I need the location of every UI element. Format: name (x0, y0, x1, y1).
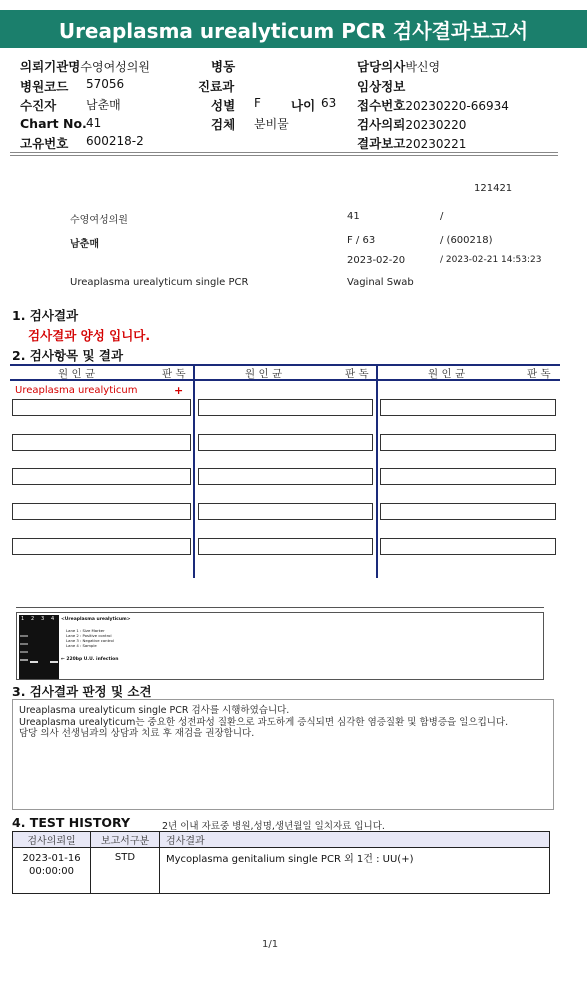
col-pathogen-1: 원 인 균 (58, 368, 96, 380)
summary-chart: 41 (347, 211, 360, 222)
result-box (380, 538, 556, 555)
grid-header-line (10, 379, 560, 381)
grid-divider-2 (376, 364, 378, 578)
request-label: 검사의뢰 (357, 117, 406, 132)
sex-value: F (254, 96, 261, 110)
result-box (12, 538, 191, 555)
report-title: Ureaplasma urealyticum PCR 검사결과보고서 (0, 10, 587, 48)
page-number: 1/1 (262, 939, 279, 950)
lane-number-2: 2 (31, 616, 35, 622)
unique-no-label: 고유번호 (20, 136, 69, 151)
section1-title: 1. 검사결과 (12, 308, 79, 323)
gel-legend-line: Lane 3 : Negative control (66, 638, 114, 643)
hospital-code-label: 병원코드 (20, 79, 69, 94)
hospital-code-value: 57056 (86, 77, 125, 91)
institution-value: 수영여성의원 (80, 60, 150, 74)
report-row (357, 134, 466, 152)
result-box (380, 399, 556, 416)
summary-institution: 수영여성의원 (70, 215, 128, 226)
patient-label: 수진자 (20, 98, 57, 113)
history-date-cell (13, 848, 91, 894)
section4-title: 4. TEST HISTORY (12, 815, 131, 830)
opinion-line: 담당 의사 선생님과의 상담과 치료 후 재검을 권장합니다. (19, 728, 255, 739)
opinion-line: Ureaplasma urealyticum는 중요한 성전파성 질환으로 과도하게 증식되면 심각한 염증질환 및 합병증을 일으킵니다. (19, 716, 509, 728)
history-header-row (13, 832, 550, 848)
history-col-date: 검사의뢰일 (13, 832, 91, 848)
positive-pathogen-name: Ureaplasma urealyticum (15, 385, 138, 396)
specimen-value: 분비물 (254, 117, 289, 131)
summary-report-datetime: / 2023-02-21 14:53:23 (440, 255, 542, 265)
gel-band (20, 643, 28, 645)
opinion-line: Ureaplasma urealyticum single PCR 검사를 시행하였습니다. (19, 705, 290, 716)
gel-image (19, 615, 59, 679)
history-col-type: 보고서구분 (91, 832, 160, 848)
hospital-code-row (20, 77, 68, 95)
result-box (198, 503, 373, 520)
result-box (12, 503, 191, 520)
summary-request-date: 2023-02-20 (347, 255, 406, 266)
summary-specimen: Vaginal Swab (347, 277, 414, 288)
lane-number-3: 3 (41, 616, 45, 622)
col-pathogen-2: 원 인 균 (245, 368, 283, 380)
result-box (380, 434, 556, 451)
col-judgement-2: 판 독 (345, 368, 369, 380)
reception-row (357, 96, 509, 114)
gel-legend-line: Lane 4 : Sample (66, 643, 97, 648)
lane-number-4: 4 (51, 616, 55, 622)
institution-row (20, 57, 150, 75)
result-box (12, 434, 191, 451)
result-box (380, 468, 556, 485)
result-box (380, 503, 556, 520)
gel-legend-line: Lane 2 : Positive control (66, 633, 112, 638)
request-value: 20230220 (405, 118, 467, 132)
result-box (12, 468, 191, 485)
positive-mark: + (174, 384, 184, 397)
header-divider (10, 152, 558, 153)
gel-band (20, 651, 28, 653)
gel-band (20, 635, 28, 637)
summary-unique: / (600218) (440, 235, 493, 246)
reception-label: 접수번호 (357, 98, 406, 113)
gel-band (30, 661, 38, 663)
clinical-info-label: 임상정보 (357, 79, 406, 94)
history-result: Mycoplasma genitalium single PCR 외 1건 : UU(+) (160, 848, 550, 894)
report-value: 20230221 (405, 137, 467, 151)
history-date: 2023-01-16 (22, 853, 81, 864)
doctor-row (357, 57, 440, 75)
result-box (12, 399, 191, 416)
table-row (13, 848, 550, 894)
history-time: 00:00:00 (29, 866, 74, 877)
col-judgement-3: 판 독 (527, 368, 551, 380)
age-label: 나이 (291, 98, 316, 113)
section2-title: 2. 검사항목 및 결과 (12, 348, 124, 363)
patient-value: 남춘매 (86, 98, 121, 112)
history-table (12, 831, 550, 894)
opinion-box (12, 699, 554, 810)
report-label: 결과보고 (357, 136, 406, 151)
summary-test-name: Ureaplasma urealyticum single PCR (70, 277, 249, 288)
unique-no-value: 600218-2 (86, 134, 144, 148)
lane-number-1: 1 (21, 616, 25, 622)
section3-title: 3. 검사결과 판정 및 소견 (12, 684, 152, 699)
result-box (198, 468, 373, 485)
history-col-result: 검사결과 (160, 832, 550, 848)
summary-patient: 남춘매 (70, 239, 99, 250)
col-pathogen-3: 원 인 균 (428, 368, 466, 380)
chart-no-value: 41 (86, 116, 102, 130)
summary-slash: / (440, 211, 444, 222)
gel-legend-line: Lane 1 : Size Marker (66, 628, 105, 633)
summary-sex-age: F / 63 (347, 235, 376, 246)
reception-value: 20230220-66934 (405, 99, 509, 113)
grid-divider-1 (193, 364, 195, 578)
request-row (357, 115, 466, 133)
barcode-number: 121421 (474, 183, 513, 194)
opinion-text (13, 700, 553, 745)
institution-label: 의뢰기관명 (20, 59, 81, 74)
result-positive-text: 검사결과 양성 입니다. (28, 328, 151, 343)
header-divider-2 (10, 155, 558, 156)
result-box (198, 538, 373, 555)
ward-label: 병동 (211, 59, 236, 74)
chart-no-label: Chart No. (20, 116, 87, 131)
col-judgement-1: 판 독 (162, 368, 186, 380)
doctor-label: 담당의사 (357, 59, 406, 74)
gel-band (50, 661, 58, 663)
history-type: STD (91, 848, 160, 894)
age-value: 63 (321, 96, 337, 110)
department-label: 진료과 (198, 79, 235, 94)
gel-title: <Ureaplasma urealyticum> (61, 617, 131, 622)
gel-top-rule (16, 607, 544, 608)
sex-label: 성별 (211, 98, 236, 113)
doctor-value: 박신영 (405, 60, 441, 74)
gel-band-label: ← 220bp U.U. infection (61, 657, 119, 662)
result-box (198, 399, 373, 416)
gel-band (20, 659, 28, 661)
result-box (198, 434, 373, 451)
specimen-label: 검체 (211, 117, 236, 132)
history-note: 2년 이내 자료중 병원,성명,생년월일 일치자료 입니다. (162, 821, 385, 832)
gel-legend (66, 628, 114, 648)
